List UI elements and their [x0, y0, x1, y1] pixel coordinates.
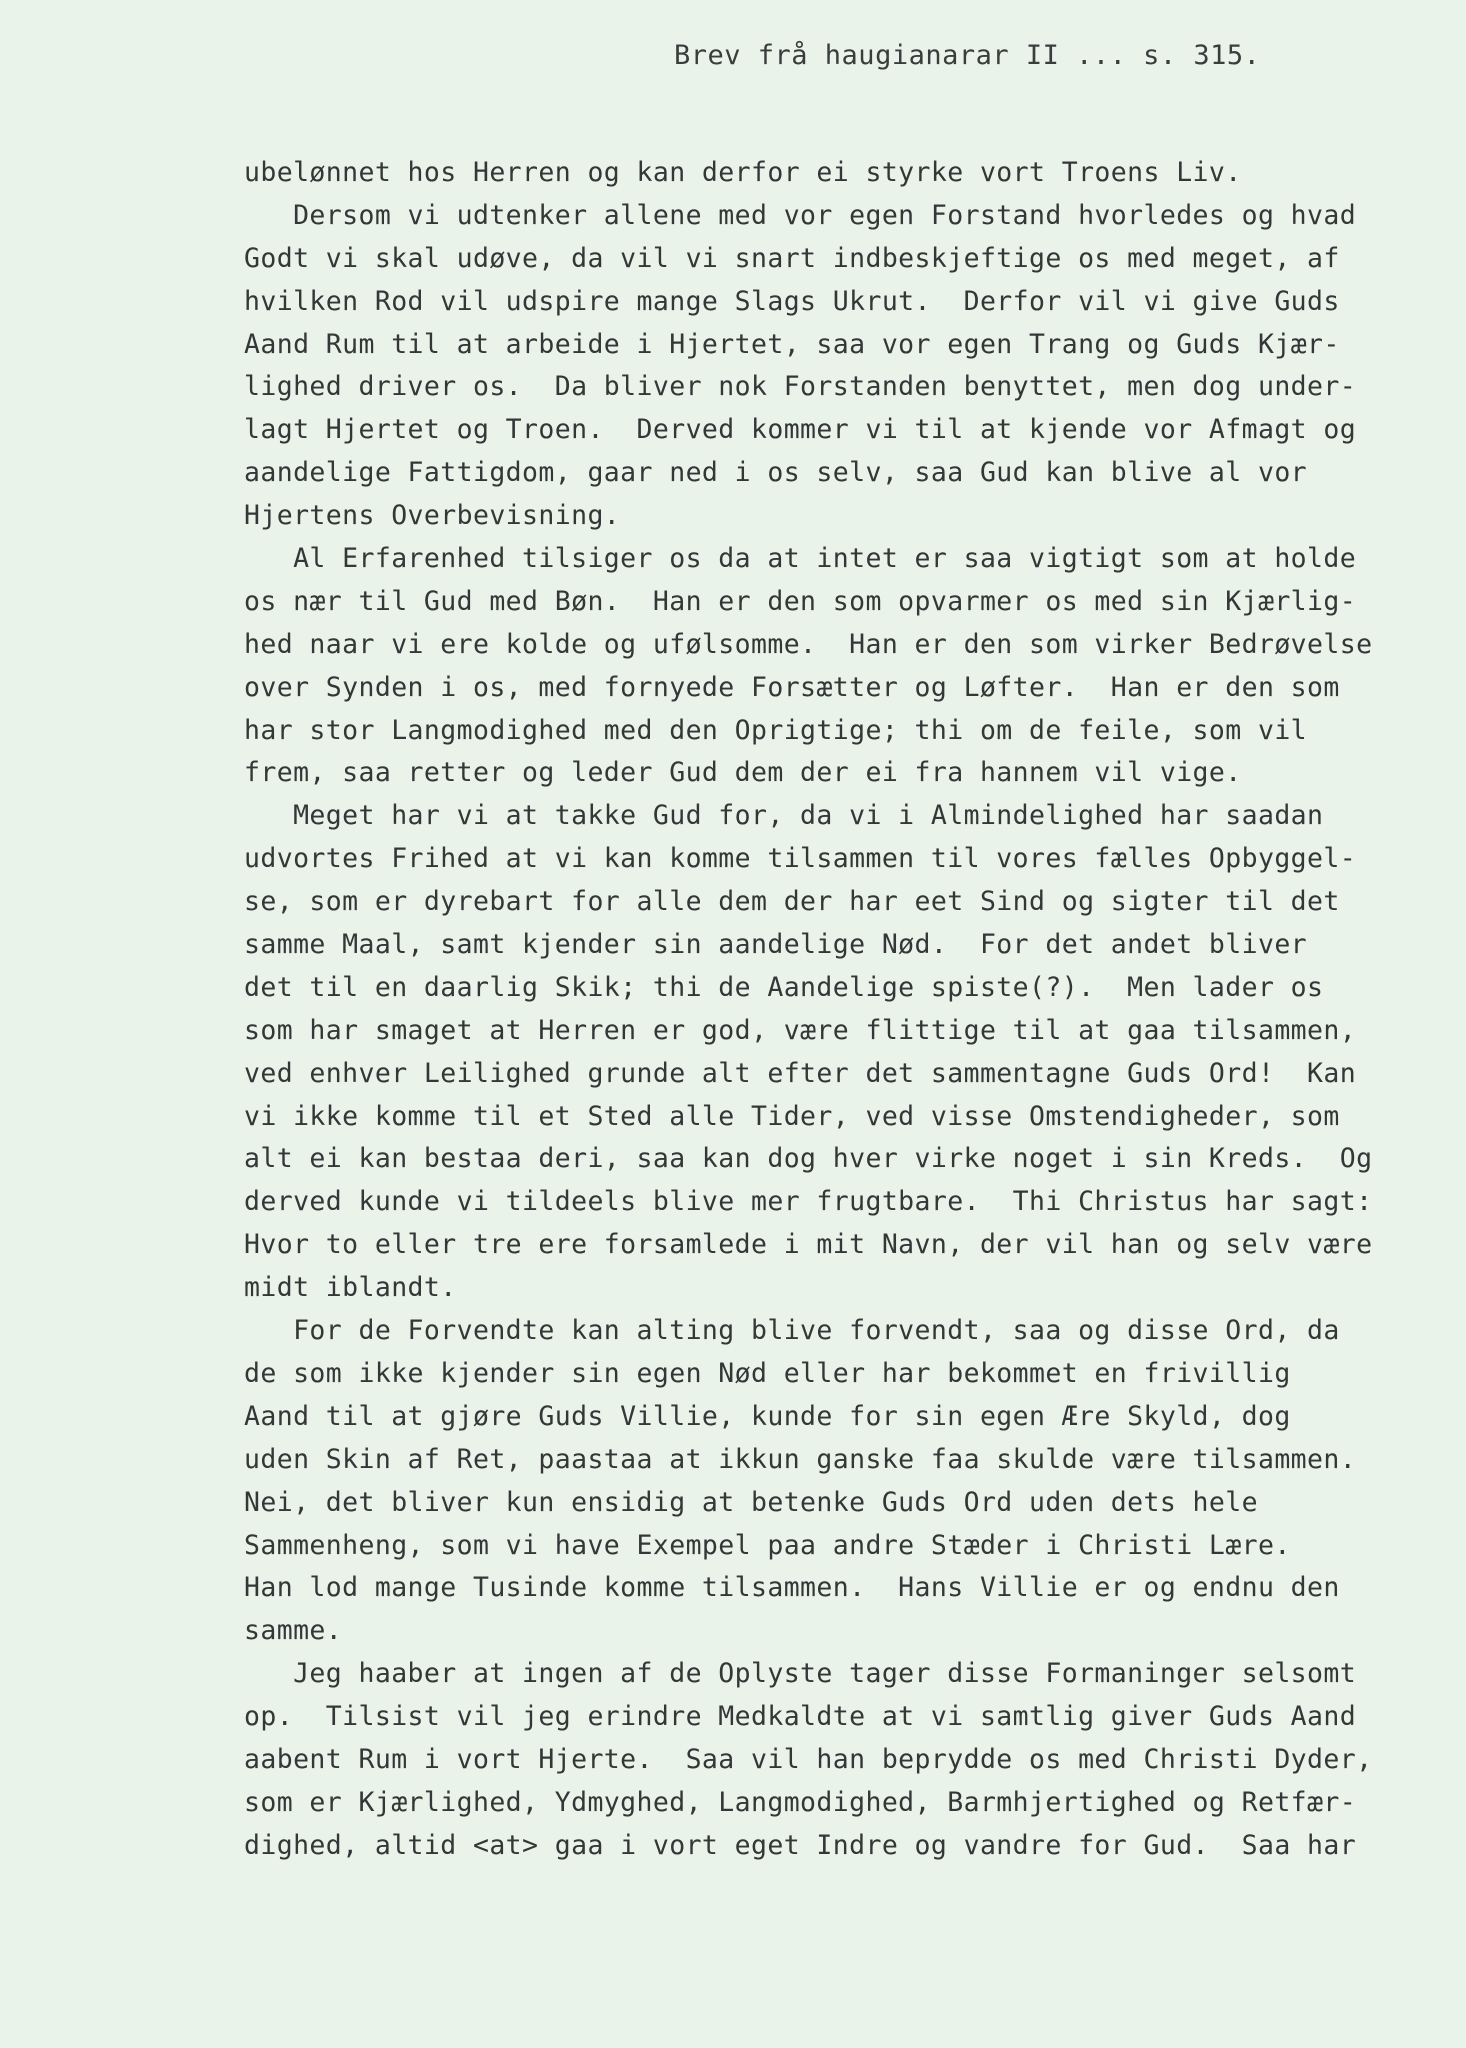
- text-line: se, som er dyrebart for alle dem der har eet Sind og sigter til det: [244, 886, 1340, 918]
- text-line: vi ikke komme til et Sted alle Tider, ved visse Omstendigheder, som: [244, 1100, 1340, 1132]
- text-line: som er Kjærlighed, Ydmyghed, Langmodighed, Barmhjertighed og Retfær-: [244, 1786, 1357, 1818]
- text-line: Han lod mange Tusinde komme tilsammen. Hans Villie er og endnu den: [244, 1572, 1340, 1604]
- text-line: op. Tilsist vil jeg erindre Medkaldte at vi samtlig giver Guds Aand: [244, 1701, 1357, 1733]
- page-header: Brev frå haugianarar II ... s. 315.: [674, 40, 1261, 71]
- text-line: Jeg haaber at ingen af de Oplyste tager disse Formaninger selsomt: [244, 1658, 1357, 1690]
- text-line: Nei, det bliver kun ensidig at betenke Guds Ord uden dets hele: [244, 1486, 1258, 1518]
- text-line: de som ikke kjender sin egen Nød eller har bekommet en frivillig: [244, 1357, 1291, 1389]
- text-line: lagt Hjertet og Troen. Derved kommer vi til at kjende vor Afmagt og: [244, 414, 1357, 446]
- text-line: det til en daarlig Skik; thi de Aandelige spiste(?). Men lader os: [244, 971, 1324, 1003]
- text-line: hed naar vi ere kolde og ufølsomme. Han er den som virker Bedrøvelse: [244, 628, 1373, 660]
- text-line: derved kunde vi tildeels blive mer frugtbare. Thi Christus har sagt:: [244, 1186, 1373, 1218]
- text-line: aabent Rum i vort Hjerte. Saa vil han beprydde os med Christi Dyder,: [244, 1743, 1373, 1775]
- text-line: Hvor to eller tre ere forsamlede i mit Navn, der vil han og selv være: [244, 1229, 1373, 1261]
- text-line: lighed driver os. Da bliver nok Forstanden benyttet, men dog under-: [244, 371, 1357, 403]
- text-line: uden Skin af Ret, paastaa at ikkun ganske faa skulde være tilsammen.: [244, 1443, 1357, 1475]
- text-line: ved enhver Leilighed grunde alt efter det sammentagne Guds Ord! Kan: [244, 1057, 1357, 1089]
- text-line: har stor Langmodighed med den Oprigtige; thi om de feile, som vil: [244, 714, 1308, 746]
- text-line: os nær til Gud med Bøn. Han er den som opvarmer os med sin Kjærlig-: [244, 585, 1357, 617]
- text-line: Al Erfarenhed tilsiger os da at intet er saa vigtigt som at holde: [244, 543, 1357, 575]
- text-line: Aand Rum til at arbeide i Hjertet, saa vor egen Trang og Guds Kjær-: [244, 328, 1340, 360]
- text-line: Sammenheng, som vi have Exempel paa andre Stæder i Christi Lære.: [244, 1529, 1291, 1561]
- text-line: ubelønnet hos Herren og kan derfor ei styrke vort Troens Liv.: [244, 157, 1242, 188]
- text-line: over Synden i os, med fornyede Forsætter og Løfter. Han er den som: [244, 671, 1340, 703]
- text-line: alt ei kan bestaa deri, saa kan dog hver virke noget i sin Kreds. Og: [244, 1143, 1373, 1175]
- text-line: dighed, altid <at> gaa i vort eget Indre og vandre for Gud. Saa har: [244, 1829, 1357, 1861]
- text-line: Meget har vi at takke Gud for, da vi i Almindelighed har saadan: [244, 800, 1324, 832]
- text-line: samme.: [244, 1615, 343, 1647]
- text-line: frem, saa retter og leder Gud dem der ei fra hannem vil vige.: [244, 757, 1242, 789]
- text-line: som har smaget at Herren er god, være flittige til at gaa tilsammen,: [244, 1014, 1357, 1046]
- text-line: Godt vi skal udøve, da vil vi snart indbeskjeftige os med meget, af: [244, 242, 1340, 274]
- text-line: For de Forvendte kan alting blive forvendt, saa og disse Ord, da: [244, 1315, 1340, 1347]
- text-line: midt iblandt.: [244, 1272, 457, 1304]
- text-line: Aand til at gjøre Guds Villie, kunde for sin egen Ære Skyld, dog: [244, 1400, 1291, 1432]
- text-line: Hjertens Overbevisning.: [244, 500, 621, 532]
- text-line: aandelige Fattigdom, gaar ned i os selv, saa Gud kan blive al vor: [244, 457, 1308, 489]
- letter-body: [244, 152, 1444, 1868]
- text-line: udvortes Frihed at vi kan komme tilsammen til vores fælles Opbyggel-: [244, 843, 1357, 875]
- text-line: Dersom vi udtenker allene med vor egen Forstand hvorledes og hvad: [244, 199, 1357, 231]
- text-line: hvilken Rod vil udspire mange Slags Ukrut. Derfor vil vi give Guds: [244, 285, 1340, 317]
- text-line: samme Maal, samt kjender sin aandelige Nød. For det andet bliver: [244, 929, 1308, 961]
